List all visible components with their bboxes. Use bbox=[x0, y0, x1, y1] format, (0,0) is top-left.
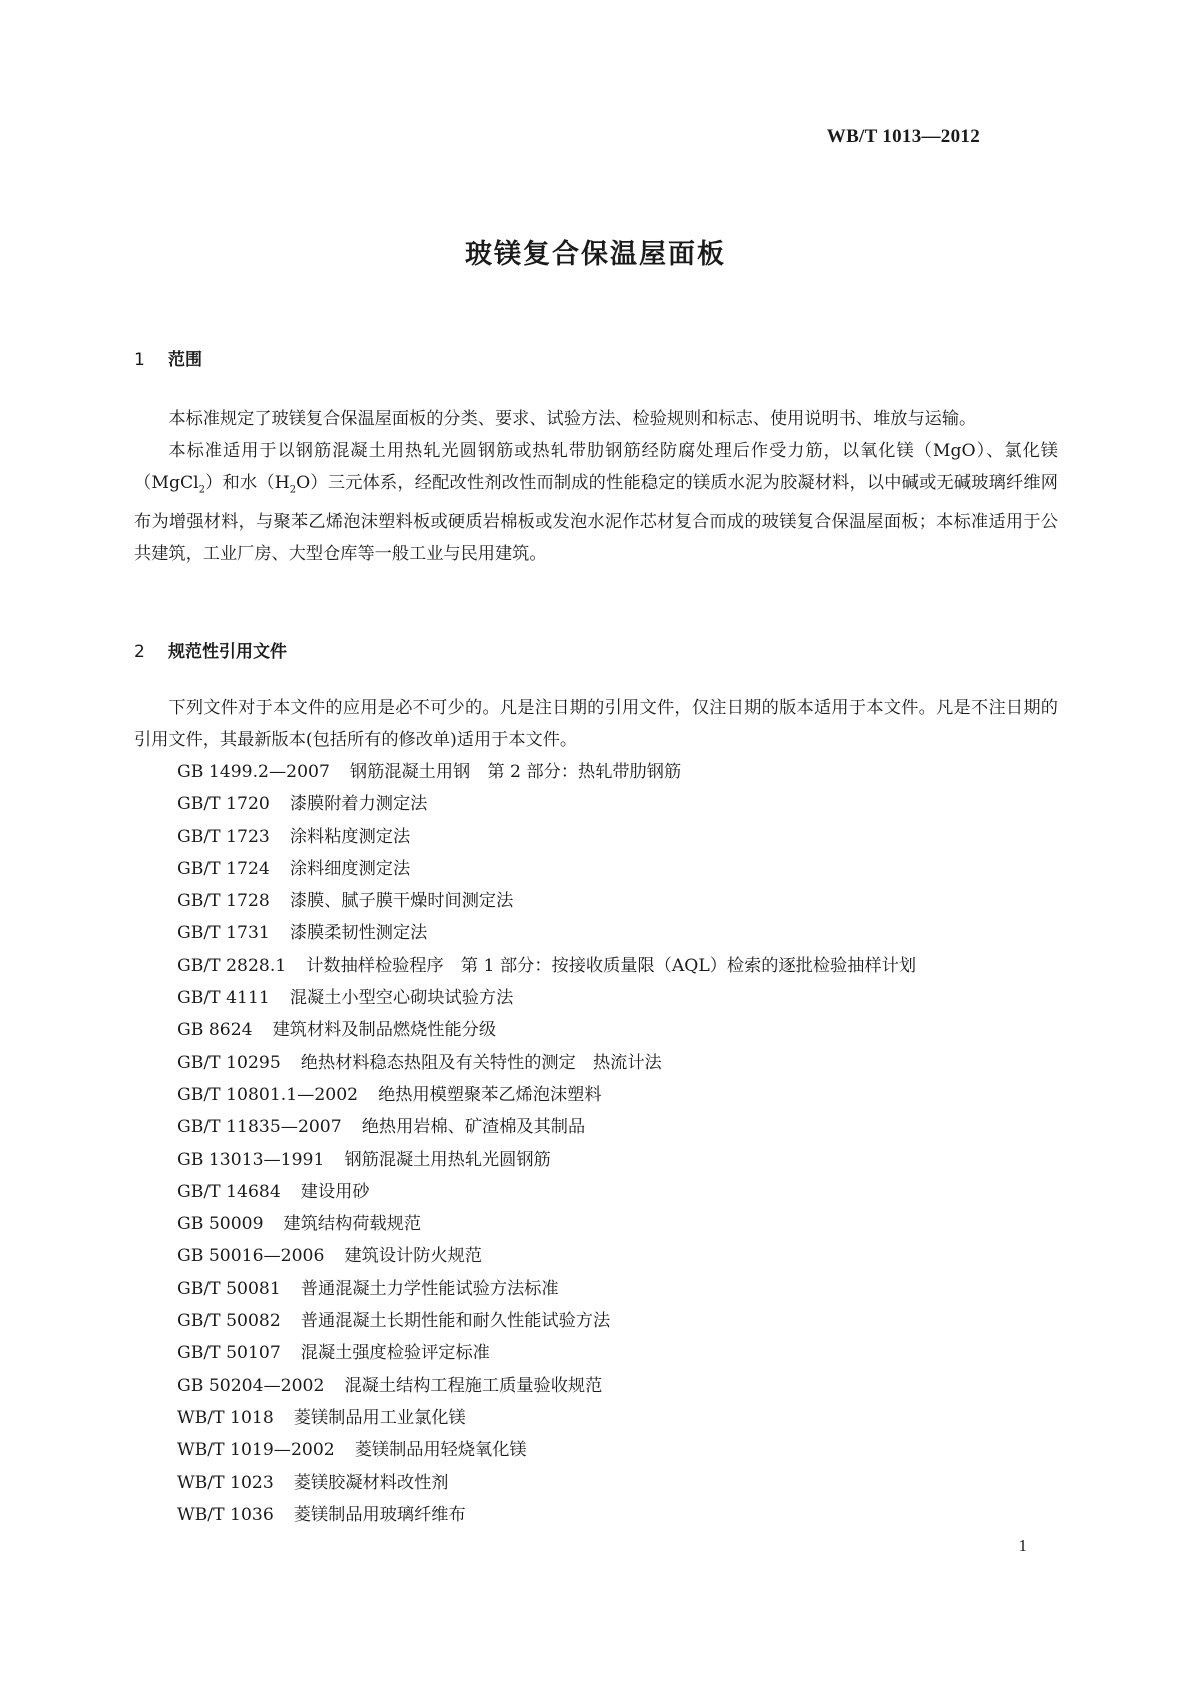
reference-title: 钢筋混凝土用热轧光圆钢筋 bbox=[344, 1149, 551, 1170]
reference-code: WB/T 1019—2002 bbox=[177, 1440, 335, 1461]
reference-item bbox=[177, 1079, 1057, 1111]
reference-title: 漆膜附着力测定法 bbox=[289, 794, 428, 815]
reference-item bbox=[177, 1111, 1057, 1143]
reference-item bbox=[177, 885, 1057, 917]
reference-title: 菱镁制品用工业氯化镁 bbox=[293, 1407, 466, 1428]
reference-item bbox=[177, 1305, 1057, 1337]
reference-code: GB 50016—2006 bbox=[177, 1246, 325, 1267]
reference-code: GB/T 1723 bbox=[177, 826, 270, 847]
reference-code: GB 50204—2002 bbox=[177, 1375, 325, 1396]
reference-item bbox=[177, 1467, 1057, 1499]
reference-code: GB/T 10801.1—2002 bbox=[177, 1084, 359, 1105]
reference-title: 绝热材料稳态热阻及有关特性的测定 热流计法 bbox=[300, 1052, 662, 1073]
reference-title: 钢筋混凝土用钢 第 2 部分：热轧带肋钢筋 bbox=[349, 762, 682, 782]
reference-title: 普通混凝土力学性能试验方法标准 bbox=[300, 1278, 559, 1299]
scope-text-part-b: ）和水（H bbox=[205, 473, 290, 493]
reference-item bbox=[177, 1370, 1057, 1402]
reference-code: WB/T 1036 bbox=[177, 1504, 274, 1525]
reference-title: 涂料粘度测定法 bbox=[289, 826, 411, 847]
reference-code: GB/T 11835—2007 bbox=[177, 1117, 342, 1138]
reference-item bbox=[177, 1402, 1057, 1434]
reference-item bbox=[177, 982, 1057, 1014]
document-title: 玻镁复合保温屋面板 bbox=[465, 239, 726, 270]
reference-code: GB/T 10295 bbox=[177, 1052, 281, 1073]
standard-number: WB/T 1013—2012 bbox=[826, 126, 980, 147]
section-1-body bbox=[134, 403, 1058, 570]
page-number: 1 bbox=[1018, 1536, 1027, 1555]
reference-title: 普通混凝土长期性能和耐久性能试验方法 bbox=[300, 1311, 611, 1332]
reference-item bbox=[177, 1273, 1057, 1305]
reference-item bbox=[177, 1014, 1057, 1046]
reference-title: 混凝土小型空心砌块试验方法 bbox=[289, 988, 514, 1009]
reference-item bbox=[177, 788, 1057, 820]
reference-item bbox=[177, 821, 1057, 853]
reference-title: 建筑材料及制品燃烧性能分级 bbox=[272, 1020, 497, 1041]
scope-text-part-c: O）三元体系，经配改性剂改性而制成的性能稳定的镁质水泥为胶凝材料，以中碱或无碱玻璃纤维网布为增强材料，与聚苯乙烯泡沫塑料板或硬质岩棉板或发泡水泥作芯材复合而成的玻镁复合保温屋面板；本标准适用于公共建筑，工业厂房、大型仓库等一般工业与民用建筑。 bbox=[134, 473, 1058, 565]
scope-paragraph-1: 本标准规定了玻镁复合保温屋面板的分类、要求、试验方法、检验规则和标志、使用说明书、堆放与运输。 bbox=[168, 409, 977, 429]
reference-title: 菱镁胶凝材料改性剂 bbox=[293, 1472, 449, 1493]
reference-title: 菱镁制品用轻烧氧化镁 bbox=[354, 1440, 527, 1461]
reference-title: 混凝土强度检验评定标准 bbox=[300, 1343, 490, 1364]
subscript-2: 2 bbox=[198, 484, 206, 496]
reference-code: GB 13013—1991 bbox=[177, 1149, 325, 1170]
reference-list bbox=[177, 756, 1057, 1531]
reference-item bbox=[177, 1144, 1057, 1176]
section-2-number: 2 bbox=[134, 642, 145, 662]
reference-code: GB 8624 bbox=[177, 1020, 253, 1041]
reference-title: 涂料细度测定法 bbox=[289, 858, 411, 879]
section-2-body bbox=[134, 692, 1058, 756]
reference-code: GB/T 2828.1 bbox=[177, 955, 287, 976]
reference-title: 菱镁制品用玻璃纤维布 bbox=[293, 1504, 466, 1525]
reference-item bbox=[177, 917, 1057, 949]
reference-item bbox=[177, 1434, 1057, 1466]
reference-code: GB 50009 bbox=[177, 1214, 264, 1235]
reference-title: 建设用砂 bbox=[300, 1181, 370, 1202]
reference-item bbox=[177, 756, 1057, 788]
reference-code: GB/T 1731 bbox=[177, 923, 270, 944]
subscript-2: 2 bbox=[289, 484, 297, 496]
reference-item bbox=[177, 1208, 1057, 1240]
reference-title: 计数抽样检验程序 第 1 部分：按接收质量限（AQL）检索的逐批检验抽样计划 bbox=[306, 955, 917, 976]
reference-item bbox=[177, 1047, 1057, 1079]
reference-code: GB/T 4111 bbox=[177, 988, 270, 1009]
section-2-heading bbox=[134, 637, 287, 662]
reference-code: GB/T 50107 bbox=[177, 1343, 281, 1364]
reference-item bbox=[177, 1176, 1057, 1208]
reference-code: GB 1499.2—2007 bbox=[177, 762, 330, 782]
reference-code: GB/T 1728 bbox=[177, 891, 270, 912]
reference-title: 漆膜、腻子膜干燥时间测定法 bbox=[289, 891, 514, 912]
reference-code: GB/T 14684 bbox=[177, 1181, 281, 1202]
section-1-heading bbox=[134, 345, 202, 370]
reference-title: 绝热用模塑聚苯乙烯泡沫塑料 bbox=[378, 1084, 602, 1105]
reference-item bbox=[177, 950, 1057, 982]
reference-code: GB/T 50081 bbox=[177, 1278, 281, 1299]
reference-code: WB/T 1023 bbox=[177, 1472, 274, 1493]
reference-item bbox=[177, 1499, 1057, 1531]
reference-item bbox=[177, 853, 1057, 885]
section-1-title: 范围 bbox=[168, 350, 202, 370]
scope-paragraph-2 bbox=[134, 435, 1058, 570]
reference-title: 混凝土结构工程施工质量验收规范 bbox=[344, 1375, 603, 1396]
references-intro: 下列文件对于本文件的应用是必不可少的。凡是注日期的引用文件，仅注日期的版本适用于本文件。凡是不注日期的引用文件，其最新版本(包括所有的修改单)适用于本文件。 bbox=[134, 698, 1058, 750]
reference-code: GB/T 1724 bbox=[177, 858, 270, 879]
section-2-title: 规范性引用文件 bbox=[168, 642, 287, 662]
reference-title: 建筑结构荷载规范 bbox=[283, 1214, 422, 1235]
reference-code: WB/T 1018 bbox=[177, 1407, 274, 1428]
reference-item bbox=[177, 1337, 1057, 1369]
reference-item bbox=[177, 1240, 1057, 1272]
scope-text-part-a: 本标准适用于以钢筋混凝土用热轧光圆钢筋或热轧带肋钢筋经防腐处理后作受力筋，以氧化镁（MgO）、氯化镁（MgCl bbox=[134, 441, 1058, 493]
reference-title: 漆膜柔韧性测定法 bbox=[289, 923, 428, 944]
reference-title: 建筑设计防火规范 bbox=[344, 1246, 482, 1267]
section-1-number: 1 bbox=[134, 350, 145, 370]
reference-code: GB/T 1720 bbox=[177, 794, 270, 815]
reference-code: GB/T 50082 bbox=[177, 1311, 281, 1332]
reference-title: 绝热用岩棉、矿渣棉及其制品 bbox=[361, 1117, 586, 1138]
